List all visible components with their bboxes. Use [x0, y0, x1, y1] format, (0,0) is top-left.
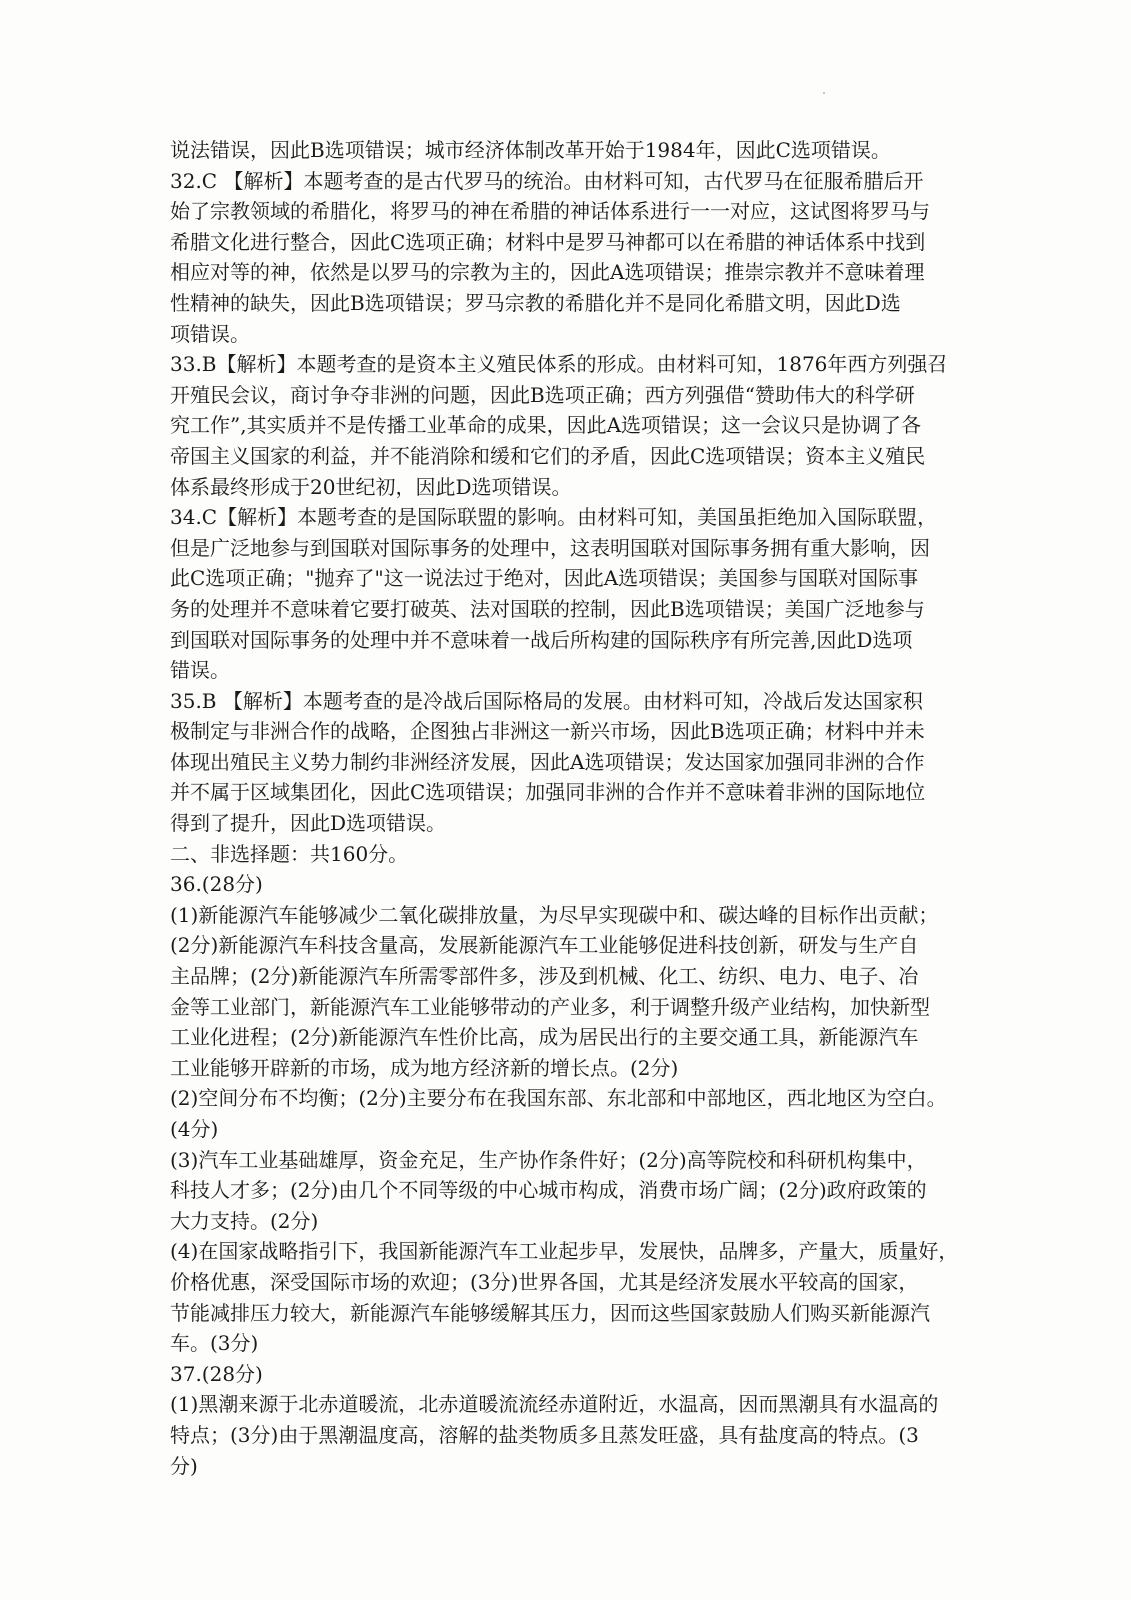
text-line: 务的处理并不意味着它要打破英、法对国联的控制，因此B选项错误；美国广泛地参与 — [170, 596, 925, 621]
text-line: 性精神的缺失，因此B选项错误；罗马宗教的希腊化并不是同化希腊文明，因此D选 — [170, 290, 901, 315]
text-line: 到国联对国际事务的处理中并不意味着一战后所构建的国际秩序有所完善,因此D选项 — [170, 627, 913, 652]
text-line: 得到了提升，因此D选项错误。 — [170, 811, 447, 836]
text-line: 但是广泛地参与到国联对国际事务的处理中，这表明国联对国际事务拥有重大影响，因 — [170, 535, 930, 560]
text-line: 并不属于区域集团化，因此C选项错误；加强同非洲的合作并不意味着非洲的国际地位 — [170, 780, 926, 805]
text-line: 大力支持。(2分) — [170, 1208, 319, 1233]
question-heading: 36.(28分) — [170, 872, 263, 897]
text-line: 特点；(3分)由于黑潮温度高，溶解的盐类物质多且蒸发旺盛，具有盐度高的特点。(3 — [170, 1422, 919, 1447]
text-line: 金等工业部门，新能源汽车工业能够带动的产业多，利于调整升级产业结构，加快新型 — [170, 994, 930, 1019]
scan-speck — [823, 92, 825, 94]
text-line: 说法错误，因此B选项错误；城市经济体制改革开始于1984年，因此C选项错误。 — [170, 138, 891, 162]
text-line: 节能减排压力较大，新能源汽车能够缓解其压力，因而这些国家鼓励人们购买新能源汽 — [170, 1300, 930, 1325]
text-line: 帝国主义国家的利益，并不能消除和缓和它们的矛盾，因此C选项错误；资本主义殖民 — [170, 443, 926, 468]
text-line: (1)新能源汽车能够减少二氧化碳排放量，为尽早实现碳中和、碳达峰的目标作出贡献； — [170, 902, 939, 927]
text-line: 34.C【解析】本题考查的是国际联盟的影响。由材料可知，美国虽拒绝加入国际联盟， — [170, 505, 938, 530]
text-line: 此C选项正确；"抛弃了"这一说法过于绝对，因此A选项错误；美国参与国联对国际事 — [170, 566, 919, 591]
text-line: 希腊文化进行整合，因此C选项正确；材料中是罗马神都可以在希腊的神话体系中找到 — [170, 229, 926, 254]
text-line: 分) — [170, 1453, 198, 1478]
text-line: 主品牌；(2分)新能源汽车所需零部件多，涉及到机械、化工、纺织、电力、电子、冶 — [170, 964, 919, 989]
text-line: 相应对等的神，依然是以罗马的宗教为主的，因此A选项错误；推崇宗教并不意味着理 — [170, 260, 925, 285]
text-line: 车。(3分) — [170, 1331, 259, 1356]
text-line: (1)黑潮来源于北赤道暖流，北赤道暖流流经赤道附近，水温高，因而黑潮具有水温高的 — [170, 1392, 939, 1417]
text-line: (2)空间分布不均衡；(2分)主要分布在我国东部、东北部和中部地区，西北地区为空白。 — [170, 1086, 947, 1111]
text-line: 33.B【解析】本题考查的是资本主义殖民体系的形成。由材料可知，1876年西方列强召 — [170, 352, 948, 377]
text-line: (4)在国家战略指引下，我国新能源汽车工业起步早，发展快，品牌多，产量大，质量好， — [170, 1239, 959, 1264]
text-line: 体系最终形成于20世纪初，因此D选项错误。 — [170, 474, 572, 499]
text-line: 价格优惠，深受国际市场的欢迎；(3分)世界各国，尤其是经济发展水平较高的国家， — [170, 1269, 919, 1294]
text-line: 究工作”,其实质并不是传播工业革命的成果，因此A选项错误；这一会议只是协调了各 — [170, 413, 922, 438]
text-line: (3)汽车工业基础雄厚，资金充足，生产协作条件好；(2分)高等院校和科研机构集中， — [170, 1147, 927, 1172]
text-line: (2分)新能源汽车科技含量高，发展新能源汽车工业能够促进科技创新，研发与生产自 — [170, 933, 919, 958]
text-line: 始了宗教领域的希腊化，将罗马的神在希腊的神话体系进行一一对应，这试图将罗马与 — [170, 199, 930, 224]
text-line: 工业化进程；(2分)新能源汽车性价比高，成为居民出行的主要交通工具，新能源汽车 — [170, 1025, 919, 1050]
text-line: 工业能够开辟新的市场，成为地方经济新的增长点。(2分) — [170, 1055, 679, 1080]
text-line: 开殖民会议，商讨争夺非洲的问题，因此B选项正确；西方列强借“赞助伟大的科学研 — [170, 382, 915, 407]
answer-text-body — [170, 135, 960, 1481]
text-line: (4分) — [170, 1117, 219, 1141]
text-line: 项错误。 — [170, 321, 250, 346]
text-line: 35.B 【解析】本题考查的是冷战后国际格局的发展。由材料可知，冷战后发达国家积 — [170, 688, 923, 713]
question-heading: 37.(28分) — [170, 1361, 263, 1386]
text-line: 体现出殖民主义势力制约非洲经济发展，因此A选项错误；发达国家加强同非洲的合作 — [170, 749, 925, 774]
section-heading: 二、非选择题：共160分。 — [170, 841, 409, 866]
text-line: 32.C 【解析】本题考查的是古代罗马的统治。由材料可知，古代罗马在征服希腊后开 — [170, 168, 924, 193]
text-line: 错误。 — [170, 658, 230, 683]
text-line: 极制定与非洲合作的战略，企图独占非洲这一新兴市场，因此B选项正确；材料中并未 — [170, 719, 925, 744]
text-line: 科技人才多；(2分)由几个不同等级的中心城市构成，消费市场广阔；(2分)政府政策的 — [170, 1178, 927, 1203]
